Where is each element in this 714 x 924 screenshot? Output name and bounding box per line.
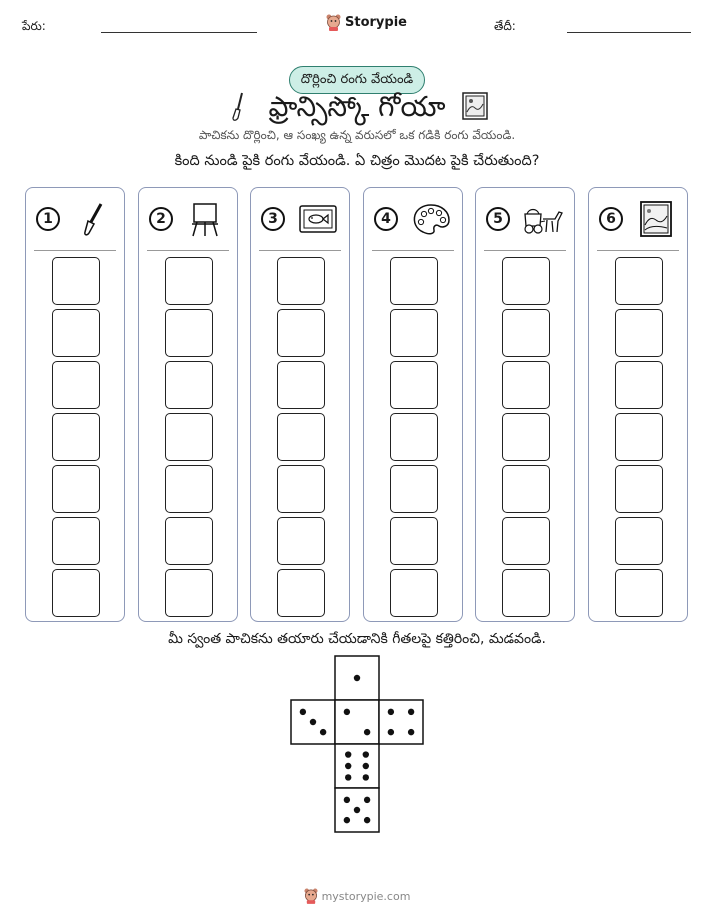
die-face-6 bbox=[335, 744, 379, 788]
color-cell[interactable] bbox=[52, 257, 100, 305]
color-cell[interactable] bbox=[502, 309, 550, 357]
framed-fish-painting-icon bbox=[296, 200, 340, 238]
color-cell[interactable] bbox=[52, 465, 100, 513]
color-cell[interactable] bbox=[390, 465, 438, 513]
die-pip bbox=[344, 817, 350, 823]
column-divider bbox=[597, 250, 679, 251]
die-pip bbox=[354, 675, 360, 681]
framed-landscape-icon bbox=[634, 200, 678, 238]
easel-icon bbox=[184, 200, 228, 238]
color-cell[interactable] bbox=[502, 569, 550, 617]
color-cell[interactable] bbox=[52, 309, 100, 357]
die-face-3 bbox=[291, 700, 335, 744]
column-number: 6 bbox=[599, 207, 623, 231]
color-cell[interactable] bbox=[165, 361, 213, 409]
die-face-5 bbox=[335, 788, 379, 832]
color-cell[interactable] bbox=[615, 569, 663, 617]
column-4 bbox=[363, 187, 463, 622]
paintbrush-icon bbox=[71, 200, 115, 238]
horse-carriage-icon bbox=[521, 200, 565, 238]
color-cell[interactable] bbox=[615, 465, 663, 513]
color-cell[interactable] bbox=[390, 517, 438, 565]
framed-painting-title-icon bbox=[462, 92, 488, 120]
cut-instruction: మీ స్వంత పాచికను తయారు చేయడానికి గీతలపై కత్తిరించి, మడవండి. bbox=[168, 631, 546, 647]
die-pip bbox=[345, 774, 351, 780]
die-pip bbox=[364, 797, 370, 803]
die-pip bbox=[363, 751, 369, 757]
color-cell[interactable] bbox=[502, 413, 550, 461]
column-divider bbox=[372, 250, 454, 251]
column-divider bbox=[147, 250, 229, 251]
column-number: 3 bbox=[261, 207, 285, 231]
page-title: ఫ్రాన్సిస్కో గోయా bbox=[268, 90, 446, 123]
color-cell[interactable] bbox=[615, 257, 663, 305]
date-line bbox=[567, 32, 691, 33]
activity-badge: దొర్లించి రంగు వేయండి bbox=[289, 66, 425, 94]
die-face-4 bbox=[379, 700, 423, 744]
die-pip bbox=[388, 729, 394, 735]
color-cell[interactable] bbox=[390, 413, 438, 461]
die-pip bbox=[345, 751, 351, 757]
color-cell[interactable] bbox=[277, 517, 325, 565]
name-line bbox=[101, 32, 257, 33]
brand-name: Storypie bbox=[345, 15, 407, 30]
color-cell[interactable] bbox=[165, 413, 213, 461]
die-pip bbox=[320, 729, 326, 735]
color-cell[interactable] bbox=[390, 257, 438, 305]
column-5 bbox=[475, 187, 575, 622]
die-pip bbox=[388, 709, 394, 715]
die-face-2 bbox=[335, 700, 379, 744]
die-pip bbox=[364, 729, 370, 735]
die-pip bbox=[300, 709, 306, 715]
color-cell[interactable] bbox=[165, 569, 213, 617]
die-pip bbox=[363, 763, 369, 769]
column-divider bbox=[484, 250, 566, 251]
color-cell[interactable] bbox=[502, 465, 550, 513]
die-pip bbox=[408, 709, 414, 715]
column-2 bbox=[138, 187, 238, 622]
column-divider bbox=[259, 250, 341, 251]
color-cell[interactable] bbox=[277, 309, 325, 357]
instruction: కింది నుండి పైకి రంగు వేయండి. ఏ చిత్రం మొదట పైకి చేరుతుంది? bbox=[174, 153, 540, 169]
column-3 bbox=[250, 187, 350, 622]
color-cell[interactable] bbox=[52, 569, 100, 617]
column-1 bbox=[25, 187, 125, 622]
color-cell[interactable] bbox=[277, 465, 325, 513]
color-cell[interactable] bbox=[165, 465, 213, 513]
brand-logo bbox=[326, 14, 407, 31]
name-label: పేరు: bbox=[22, 19, 46, 33]
color-cell[interactable] bbox=[390, 309, 438, 357]
color-cell[interactable] bbox=[615, 309, 663, 357]
subtitle: పాచికను దొర్లించి, ఆ సంఖ్య ఉన్న వరుసలో ఒక గడికి రంగు వేయండి. bbox=[198, 128, 516, 142]
footer bbox=[0, 888, 714, 904]
color-cell[interactable] bbox=[277, 257, 325, 305]
color-cell[interactable] bbox=[52, 361, 100, 409]
column-number: 1 bbox=[36, 207, 60, 231]
color-cell[interactable] bbox=[615, 413, 663, 461]
color-cell[interactable] bbox=[277, 361, 325, 409]
color-cell[interactable] bbox=[502, 257, 550, 305]
column-6 bbox=[588, 187, 688, 622]
color-cell[interactable] bbox=[502, 361, 550, 409]
color-cell[interactable] bbox=[502, 517, 550, 565]
color-cell[interactable] bbox=[615, 361, 663, 409]
column-number: 2 bbox=[149, 207, 173, 231]
color-cell[interactable] bbox=[52, 413, 100, 461]
color-cell[interactable] bbox=[277, 413, 325, 461]
color-cell[interactable] bbox=[615, 517, 663, 565]
date-label: తేదీ: bbox=[494, 19, 516, 33]
color-cell[interactable] bbox=[390, 361, 438, 409]
color-cell[interactable] bbox=[165, 257, 213, 305]
die-pip bbox=[345, 763, 351, 769]
color-cell[interactable] bbox=[165, 309, 213, 357]
palette-icon bbox=[409, 200, 453, 238]
die-pip bbox=[408, 729, 414, 735]
die-pip bbox=[363, 774, 369, 780]
bear-mascot-footer-icon bbox=[304, 888, 318, 904]
die-pip bbox=[344, 709, 350, 715]
die-face-1 bbox=[335, 656, 379, 700]
die-pip bbox=[354, 807, 360, 813]
die-pip bbox=[344, 797, 350, 803]
color-cell[interactable] bbox=[52, 517, 100, 565]
column-number: 4 bbox=[374, 207, 398, 231]
die-pip bbox=[364, 817, 370, 823]
color-cell[interactable] bbox=[277, 569, 325, 617]
bear-mascot-icon bbox=[326, 14, 341, 31]
die-pip bbox=[310, 719, 316, 725]
color-cell[interactable] bbox=[165, 517, 213, 565]
column-number: 5 bbox=[486, 207, 510, 231]
color-cell[interactable] bbox=[390, 569, 438, 617]
column-divider bbox=[34, 250, 116, 251]
footer-url: mystorypie.com bbox=[321, 889, 411, 903]
